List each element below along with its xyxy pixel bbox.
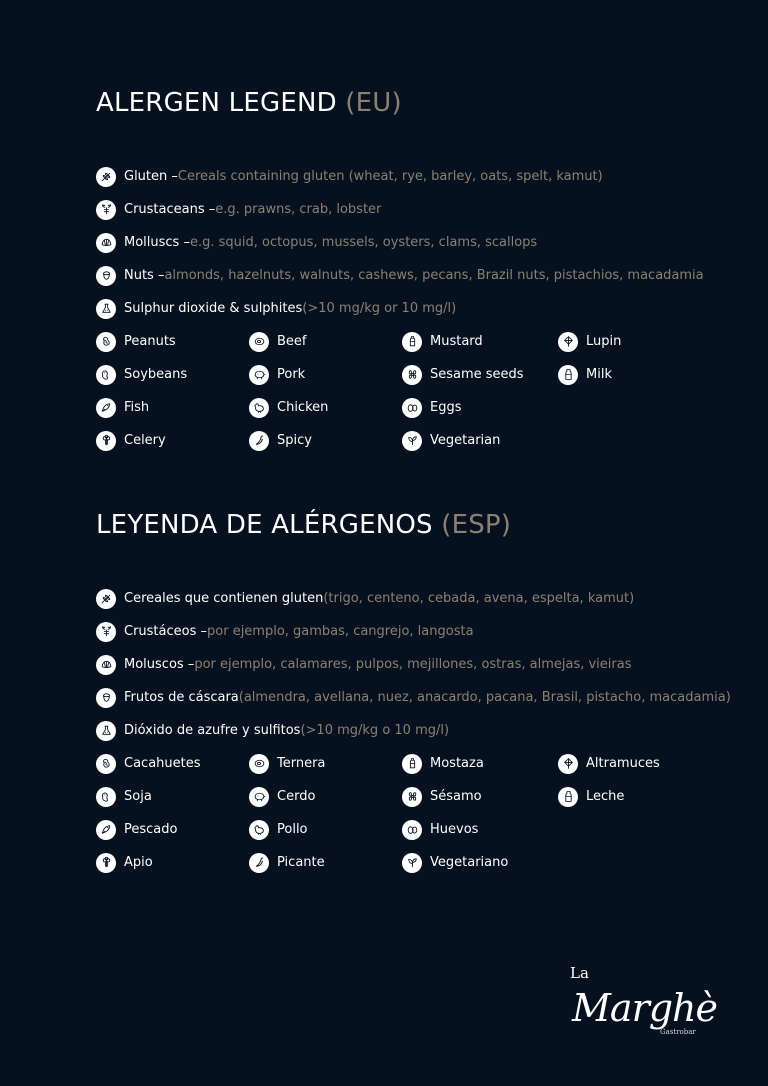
allergen-column: [96, 747, 249, 879]
allergen-column: [249, 325, 402, 457]
allergen-item: [96, 358, 249, 391]
allergen-column: [96, 325, 249, 457]
allergen-item: [249, 813, 402, 846]
mustard-icon: [402, 332, 422, 352]
allergen-item: [96, 226, 768, 259]
allergen-label: Cacahuetes: [124, 756, 201, 771]
flask-icon: [96, 721, 116, 741]
allergen-item: [96, 813, 249, 846]
chili-icon: [249, 431, 269, 451]
shell-icon: [96, 655, 116, 675]
allergen-item: [402, 747, 558, 780]
brand-logo: La Marghè Gastrobar: [570, 964, 718, 1036]
allergen-label: Vegetarian: [430, 433, 501, 448]
allergen-description: e.g. prawns, crab, lobster: [215, 202, 382, 217]
allergen-label: Chicken: [277, 400, 329, 415]
allergen-label: Eggs: [430, 400, 462, 415]
nut-icon: [96, 688, 116, 708]
soybean-icon: [96, 365, 116, 385]
allergen-item: [96, 615, 768, 648]
allergen-label: Mostaza: [430, 756, 484, 771]
allergen-description: (>10 mg/kg or 10 mg/l): [302, 301, 457, 316]
allergen-item: [402, 813, 558, 846]
allergen-item: [249, 325, 402, 358]
allergen-description: por ejemplo, gambas, cangrejo, langosta: [207, 624, 474, 639]
allergen-legend-eu: [96, 86, 736, 448]
allergen-item: [96, 648, 768, 681]
wheat-icon: [96, 167, 116, 187]
allergen-item: [558, 747, 708, 780]
es-allergen-list: [96, 582, 768, 879]
eu-allergen-list: [96, 160, 768, 457]
chili-icon: [249, 853, 269, 873]
allergen-label: Sesame seeds: [430, 367, 524, 382]
allergen-item: [558, 325, 708, 358]
allergen-description: por ejemplo, calamares, pulpos, mejillones, ostras, almejas, vieiras: [194, 657, 632, 672]
allergen-column: [558, 747, 708, 879]
allergen-grid: [96, 747, 768, 879]
allergen-label: Gluten –: [124, 169, 178, 184]
allergen-label: Lupin: [586, 334, 622, 349]
allergen-label: Altramuces: [586, 756, 660, 771]
leaf-icon: [402, 853, 422, 873]
chicken-icon: [249, 820, 269, 840]
allergen-item: [96, 391, 249, 424]
allergen-description: (trigo, centeno, cebada, avena, espelta, kamut): [323, 591, 635, 606]
allergen-column: [402, 325, 558, 457]
allergen-label: Sésamo: [430, 789, 482, 804]
allergen-column: [402, 747, 558, 879]
allergen-item: [96, 681, 768, 714]
leaf-icon: [402, 431, 422, 451]
allergen-item: [402, 325, 558, 358]
allergen-item: [249, 846, 402, 879]
allergen-description: (almendra, avellana, nuez, anacardo, pacana, Brasil, pistacho, macadamia): [238, 690, 731, 705]
allergen-item: [249, 391, 402, 424]
shell-icon: [96, 233, 116, 253]
allergen-label: Crustaceans –: [124, 202, 216, 217]
allergen-label: Nuts –: [124, 268, 165, 283]
allergen-label: Ternera: [277, 756, 326, 771]
allergen-description: e.g. squid, octopus, mussels, oysters, clams, scallops: [189, 235, 538, 250]
allergen-label: Milk: [586, 367, 612, 382]
lupin-icon: [558, 754, 578, 774]
allergen-label: Celery: [124, 433, 166, 448]
allergen-label: Beef: [277, 334, 307, 349]
eu-title: ALERGEN LEGEND (EU): [96, 88, 402, 118]
allergen-column: [558, 325, 708, 457]
allergen-item: [96, 846, 249, 879]
allergen-item: [96, 424, 249, 457]
allergen-item: [402, 780, 558, 813]
beef-icon: [249, 332, 269, 352]
allergen-label: Mustard: [430, 334, 483, 349]
fish-icon: [96, 820, 116, 840]
es-title: LEYENDA DE ALÉRGENOS (ESP): [96, 510, 512, 540]
allergen-item: [96, 292, 768, 325]
allergen-item: [96, 160, 768, 193]
allergen-item: [96, 582, 768, 615]
allergen-label: Pescado: [124, 822, 178, 837]
allergen-legend-es: [96, 508, 736, 870]
allergen-label: Peanuts: [124, 334, 176, 349]
allergen-grid: [96, 325, 768, 457]
allergen-description: Cereals containing gluten (wheat, rye, barley, oats, spelt, kamut): [177, 169, 603, 184]
allergen-label: Molluscs –: [124, 235, 190, 250]
allergen-label: Huevos: [430, 822, 479, 837]
celery-icon: [96, 853, 116, 873]
peanut-icon: [96, 332, 116, 352]
soybean-icon: [96, 787, 116, 807]
allergen-label: Apio: [124, 855, 153, 870]
allergen-item: [402, 846, 558, 879]
peanut-icon: [96, 754, 116, 774]
allergen-item: [96, 193, 768, 226]
chicken-icon: [249, 398, 269, 418]
milk-icon: [558, 787, 578, 807]
allergen-label: Soja: [124, 789, 152, 804]
celery-icon: [96, 431, 116, 451]
beef-icon: [249, 754, 269, 774]
crustacean-icon: [96, 622, 116, 642]
fish-icon: [96, 398, 116, 418]
allergen-item: [96, 747, 249, 780]
allergen-item: [402, 391, 558, 424]
allergen-label: Cereales que contienen gluten: [124, 591, 324, 606]
allergen-label: Picante: [277, 855, 325, 870]
allergen-label: Dióxido de azufre y sulfitos: [124, 723, 301, 738]
allergen-item: [558, 780, 708, 813]
allergen-item: [249, 780, 402, 813]
milk-icon: [558, 365, 578, 385]
allergen-column: [249, 747, 402, 879]
allergen-label: Sulphur dioxide & sulphites: [124, 301, 303, 316]
allergen-item: [96, 259, 768, 292]
allergen-item: [402, 424, 558, 457]
allergen-description: almonds, hazelnuts, walnuts, cashews, pecans, Brazil nuts, pistachios, macadamia: [164, 268, 704, 283]
allergen-label: Crustáceos –: [124, 624, 208, 639]
nut-icon: [96, 266, 116, 286]
allergen-item: [96, 325, 249, 358]
allergen-item: [402, 358, 558, 391]
allergen-item: [249, 747, 402, 780]
pig-icon: [249, 365, 269, 385]
eggs-icon: [402, 820, 422, 840]
allergen-label: Frutos de cáscara: [124, 690, 239, 705]
pig-icon: [249, 787, 269, 807]
allergen-label: Fish: [124, 400, 150, 415]
allergen-label: Soybeans: [124, 367, 188, 382]
allergen-item: [96, 714, 768, 747]
allergen-label: Pollo: [277, 822, 308, 837]
sesame-icon: [402, 365, 422, 385]
allergen-label: Moluscos –: [124, 657, 195, 672]
crustacean-icon: [96, 200, 116, 220]
lupin-icon: [558, 332, 578, 352]
allergen-label: Cerdo: [277, 789, 316, 804]
allergen-item: [249, 424, 402, 457]
allergen-item: [96, 780, 249, 813]
eggs-icon: [402, 398, 422, 418]
allergen-description: (>10 mg/kg o 10 mg/l): [300, 723, 450, 738]
allergen-label: Pork: [277, 367, 306, 382]
allergen-item: [558, 358, 708, 391]
allergen-label: Spicy: [277, 433, 312, 448]
allergen-item: [249, 358, 402, 391]
flask-icon: [96, 299, 116, 319]
wheat-icon: [96, 589, 116, 609]
sesame-icon: [402, 787, 422, 807]
mustard-icon: [402, 754, 422, 774]
allergen-label: Vegetariano: [430, 855, 509, 870]
allergen-label: Leche: [586, 789, 625, 804]
